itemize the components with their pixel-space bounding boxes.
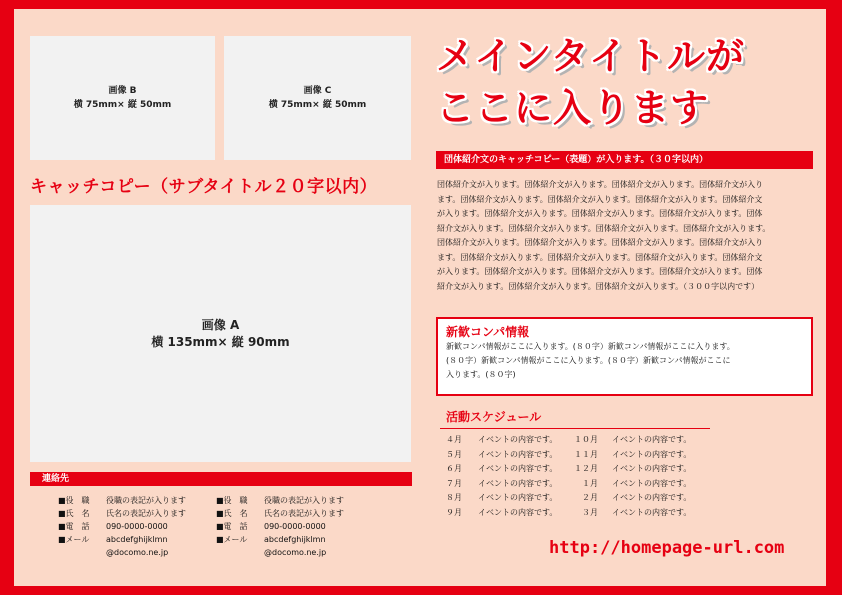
schedule-event: イベントの内容です。 (478, 449, 558, 459)
newcomer-line: 入ります。(８０字) (446, 370, 516, 379)
contact-row (216, 533, 344, 546)
contact-value: @docomo.ne.jp (264, 548, 327, 557)
contact-value: 役職の表記が入ります (106, 496, 186, 505)
contact-row (58, 546, 186, 559)
schedule-month: ７月 (446, 478, 462, 488)
intro-heading: 団体紹介文のキャッチコピー（表題）が入ります。（３０字以内） (436, 151, 813, 169)
main-title-line-1: メインタイトルが (436, 34, 745, 78)
schedule-heading: 活動スケジュール (446, 410, 542, 424)
newcomer-box (436, 317, 813, 396)
schedule-month: ２月 (574, 493, 598, 503)
contact-row (216, 520, 344, 533)
schedule-event: イベントの内容です。 (478, 464, 558, 474)
image-b-placeholder (30, 36, 215, 160)
image-c-placeholder (224, 36, 411, 160)
schedule-month: １０月 (574, 435, 598, 444)
schedule-row (446, 462, 691, 477)
schedule-row (446, 448, 691, 463)
contact-label (58, 546, 106, 559)
image-a-size: 横 135mm× 縦 90mm (151, 334, 290, 349)
schedule-month: ８月 (446, 493, 462, 503)
schedule-month: １１月 (574, 449, 598, 459)
newcomer-line: (８０字）新歓コンパ情報がここに入ります。(８０字）新歓コンパ情報がここに (446, 356, 731, 365)
schedule-event: イベントの内容です。 (478, 478, 558, 488)
contact-label: ■メール (58, 535, 90, 544)
image-b-name: 画像 B (108, 86, 137, 96)
main-title (436, 30, 745, 134)
schedule-divider (440, 428, 710, 429)
schedule-month: ９月 (446, 507, 462, 517)
contact-heading: 連絡先 (30, 472, 412, 486)
schedule-row (446, 433, 691, 448)
intro-text (437, 178, 813, 294)
contact-label: ■電 話 (58, 522, 90, 531)
schedule-month: ５月 (446, 449, 462, 459)
schedule-row (446, 506, 691, 521)
intro-line: 団体紹介文が入ります。団体紹介文が入ります。団体紹介文が入ります。団体紹介文が入り (437, 238, 764, 247)
schedule-event: イベントの内容です。 (478, 507, 558, 517)
image-c-size: 横 75mm× 縦 50mm (268, 100, 367, 110)
contact-value: 氏名の表記が入ります (264, 509, 344, 518)
intro-line: 団体紹介文が入ります。団体紹介文が入ります。団体紹介文が入ります。団体紹介文が入り (437, 180, 764, 189)
schedule-month: １月 (574, 478, 598, 488)
schedule-row (446, 477, 691, 492)
intro-line: 紹介文が入ります。団体紹介文が入ります。団体紹介文が入ります。（３００字以内です） (437, 281, 760, 291)
schedule-event: イベントの内容です。 (478, 493, 558, 503)
contact-label: ■役 職 (216, 496, 248, 505)
contact-row (216, 494, 344, 507)
contact-value: 090-0000-0000 (106, 522, 168, 531)
image-b-size: 横 75mm× 縦 50mm (73, 100, 172, 110)
schedule-month: ３月 (574, 507, 598, 517)
contact-label: ■役 職 (58, 496, 90, 505)
image-c-name: 画像 C (303, 86, 332, 96)
intro-line: 紹介文が入ります。団体紹介文が入ります。団体紹介文が入ります。団体紹介文が入ります。 (437, 223, 771, 233)
intro-line: が入ります。団体紹介文が入ります。団体紹介文が入ります。団体紹介文が入ります。団体 (437, 209, 763, 218)
contact-row (216, 546, 344, 559)
intro-line: ます。団体紹介文が入ります。団体紹介文が入ります。団体紹介文が入ります。団体紹介文 (437, 194, 763, 204)
image-a-placeholder (30, 205, 411, 462)
contact-value: abcdefghijklmn (106, 535, 168, 544)
contact-column-1 (58, 494, 186, 559)
contact-row (58, 507, 186, 520)
contact-row (58, 494, 186, 507)
schedule-month: １２月 (574, 464, 598, 474)
contact-label: ■電 話 (216, 522, 248, 531)
homepage-url-link[interactable]: http://homepage-url.com (549, 538, 785, 558)
contact-label: ■氏 名 (216, 509, 248, 518)
contact-label (216, 546, 264, 559)
newcomer-line: 新歓コンパ情報がここに入ります。(８０字）新歓コンパ情報がここに入ります。 (446, 342, 735, 351)
schedule-row (446, 491, 691, 506)
newcomer-heading: 新歓コンパ情報 (446, 325, 530, 339)
schedule-list (446, 433, 691, 521)
schedule-month: ６月 (446, 464, 462, 474)
contact-row (58, 533, 186, 546)
contact-value: 役職の表記が入ります (264, 496, 344, 505)
contact-value: abcdefghijklmn (264, 535, 326, 544)
intro-line: が入ります。団体紹介文が入ります。団体紹介文が入ります。団体紹介文が入ります。団体 (437, 267, 763, 276)
schedule-event: イベントの内容です。 (612, 435, 692, 444)
contact-value: @docomo.ne.jp (106, 548, 169, 557)
schedule-event: イベントの内容です。 (612, 507, 692, 517)
catch-copy: キャッチコピー（サブタイトル２０字以内） (30, 177, 378, 197)
contact-row (58, 520, 186, 533)
schedule-event: イベントの内容です。 (612, 478, 692, 488)
contact-label: ■氏 名 (58, 509, 90, 518)
contact-label: ■メール (216, 535, 248, 544)
schedule-event: イベントの内容です。 (478, 435, 558, 444)
schedule-event: イベントの内容です。 (612, 464, 692, 474)
contact-value: 氏名の表記が入ります (106, 509, 186, 518)
intro-line: ます。団体紹介文が入ります。団体紹介文が入ります。団体紹介文が入ります。団体紹介文 (437, 252, 763, 262)
image-a-name: 画像 A (201, 317, 240, 332)
contact-value: 090-0000-0000 (264, 522, 326, 531)
main-title-line-2: ここに入ります (436, 86, 710, 130)
contact-row (216, 507, 344, 520)
contact-column-2 (216, 494, 344, 559)
schedule-event: イベントの内容です。 (612, 493, 692, 503)
schedule-month: ４月 (446, 435, 462, 444)
schedule-event: イベントの内容です。 (612, 449, 692, 459)
